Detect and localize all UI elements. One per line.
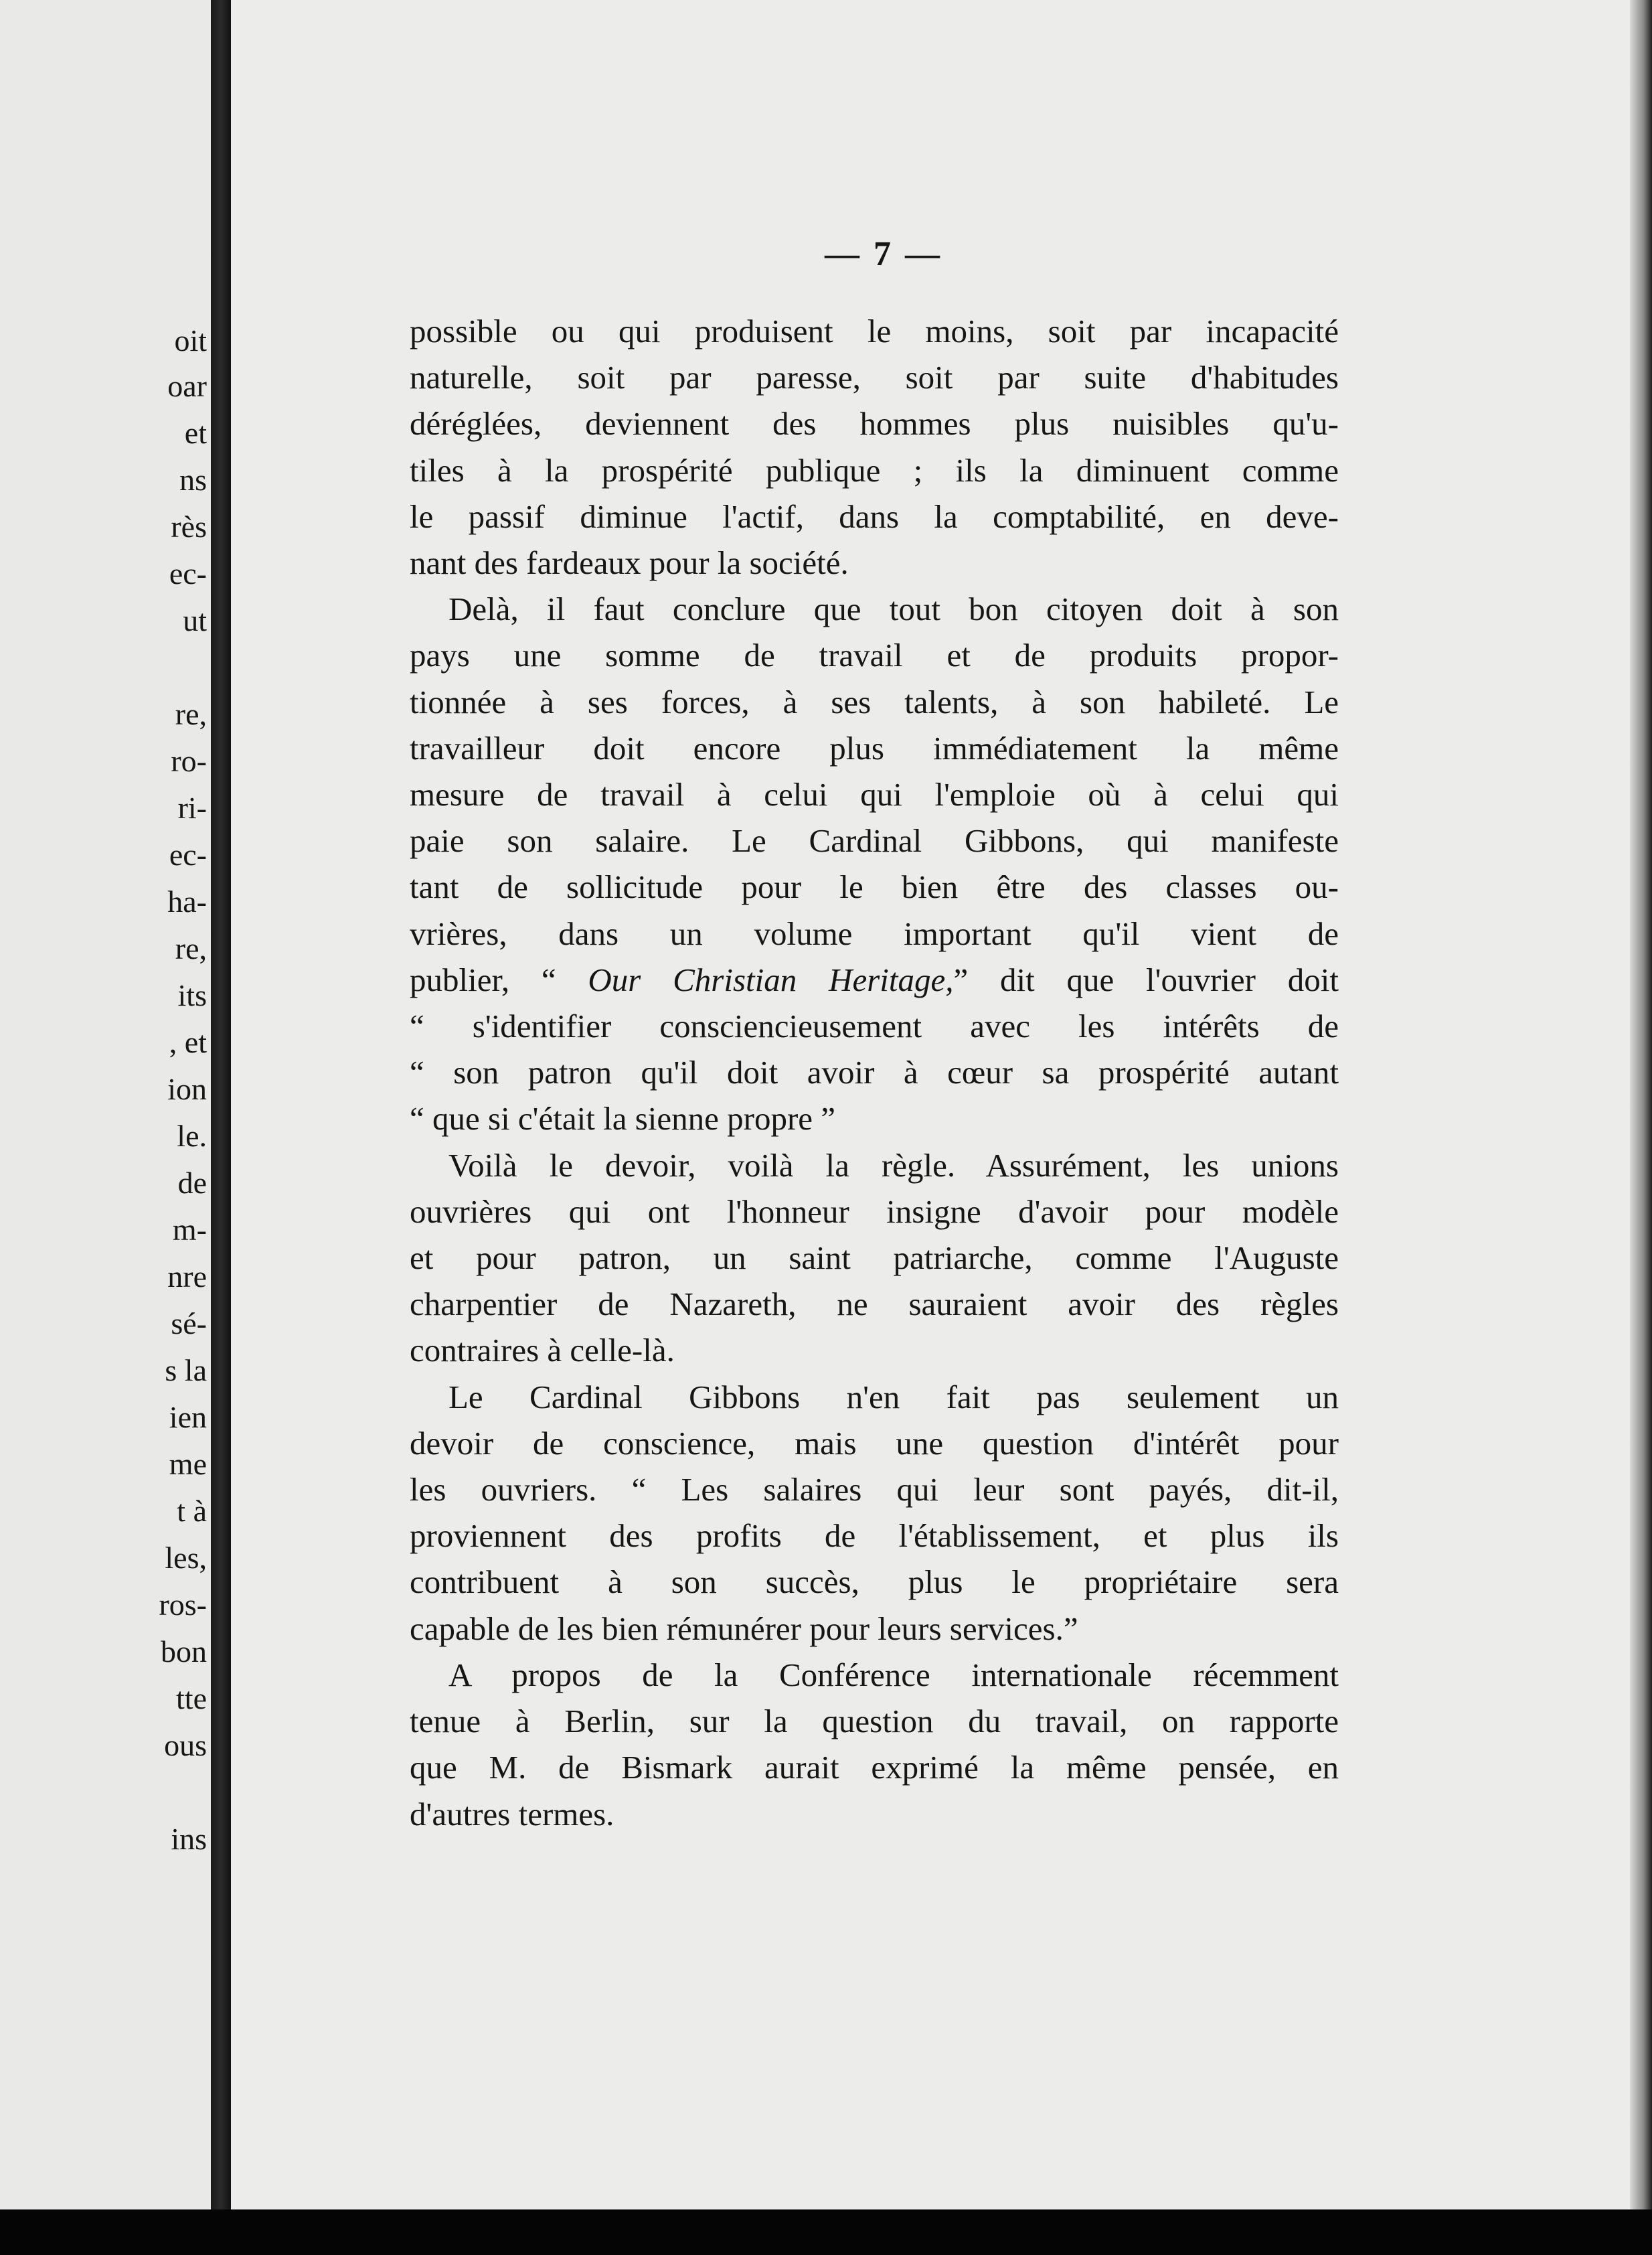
text-line: proviennent des profits de l'établissement, et plus ils	[410, 1517, 1339, 1555]
text-line: travailleur doit encore plus immédiatement la même	[410, 729, 1339, 767]
facing-page-fragment: sé-	[171, 1306, 207, 1340]
text-line: vrières, dans un volume important qu'il vient de	[410, 915, 1339, 952]
text-line: déréglées, deviennent des hommes plus nuisibles qu'u-	[410, 405, 1339, 443]
text-line: “ son patron qu'il doit avoir à cœur sa prospérité autant	[410, 1054, 1339, 1091]
facing-page-fragment: ros-	[159, 1587, 207, 1622]
facing-page-fragment: , et	[169, 1025, 207, 1059]
text-line: ouvrières qui ont l'honneur insigne d'avoir pour modèle	[410, 1192, 1339, 1230]
facing-page-fragment: ec-	[169, 556, 207, 591]
facing-page-fragment: re,	[175, 697, 207, 731]
text-line: “ s'identifier consciencieusement avec les intérêts de	[410, 1008, 1339, 1045]
text-line: charpentier de Nazareth, ne sauraient avoir des règles	[410, 1286, 1339, 1323]
facing-page-fragment: de	[177, 1166, 207, 1200]
paragraph	[410, 1652, 1339, 1837]
facing-page-fragment: ion	[167, 1072, 207, 1106]
text-line: capable de les bien rémunérer pour leurs services.”	[410, 1610, 1078, 1647]
facing-page-fragment: ha-	[167, 884, 207, 919]
facing-page-fragment: ins	[171, 1822, 207, 1856]
paragraph	[410, 586, 1339, 1142]
text-line: d'autres termes.	[410, 1795, 614, 1833]
book-title: Our Christian Heritage,	[588, 961, 954, 998]
facing-page-fragment: tte	[176, 1681, 207, 1715]
facing-page-fragment: ien	[169, 1400, 207, 1434]
text-line: et pour patron, un saint patriarche, comme l'Auguste	[410, 1239, 1339, 1277]
text-line: contraires à celle-là.	[410, 1332, 675, 1369]
facing-page-fragment: le.	[177, 1119, 207, 1153]
text-line: paie son salaire. Le Cardinal Gibbons, qui manifeste	[410, 822, 1339, 860]
text-line: naturelle, soit par paresse, soit par suite d'habitudes	[410, 359, 1339, 396]
facing-page-fragment: ri-	[177, 791, 207, 825]
facing-page-fragment: me	[169, 1447, 207, 1481]
facing-page-fragment: rès	[171, 510, 207, 544]
text-line: mesure de travail à celui qui l'emploie où à celui qui	[410, 776, 1339, 813]
facing-page-fragment: s la	[165, 1353, 207, 1387]
facing-page-fragment: ro-	[171, 744, 207, 778]
text-line: tant de sollicitude pour le bien être des classes ou-	[410, 868, 1339, 906]
text-line-with-book-title	[410, 957, 1339, 1003]
text-line: le passif diminue l'actif, dans la comptabilité, en deve-	[410, 497, 1339, 535]
text-segment: ” dit que l'ouvrier doit	[953, 961, 1339, 998]
text-line: pays une somme de travail et de produits propor-	[410, 637, 1339, 674]
text-line: tiles à la prospérité publique ; ils la diminuent comme	[410, 451, 1339, 489]
book-gutter	[211, 0, 231, 2209]
text-segment: publier, “	[410, 961, 588, 998]
text-line: les ouvriers. “ Les salaires qui leur sont payés, dit-il,	[410, 1471, 1339, 1508]
text-line: Delà, il faut conclure que tout bon citoyen doit à son	[448, 591, 1339, 628]
facing-page-fragment: oit	[174, 323, 207, 358]
facing-page-fragment: nre	[167, 1259, 207, 1294]
page-edge	[1630, 0, 1652, 2209]
scan-border	[0, 2209, 1652, 2255]
page-number: — 7 —	[825, 235, 942, 273]
text-line: “ que si c'était la sienne propre ”	[410, 1100, 836, 1138]
text-line: Voilà le devoir, voilà la règle. Assurément, les unions	[448, 1146, 1339, 1184]
facing-page-fragment: ut	[183, 603, 207, 637]
text-line: devoir de conscience, mais une question d'intérêt pour	[410, 1424, 1339, 1462]
facing-page	[0, 0, 211, 2209]
text-line: A propos de la Conférence internationale récemment	[448, 1656, 1339, 1693]
text-line: que M. de Bismark aurait exprimé la même pensée, en	[410, 1749, 1339, 1786]
facing-page-fragment: ns	[179, 463, 207, 497]
facing-page-fragment: ous	[164, 1728, 207, 1762]
facing-page-fragment: bon	[161, 1634, 207, 1668]
paragraph	[410, 308, 1339, 586]
text-line: possible ou qui produisent le moins, soit par incapacité	[410, 313, 1339, 349]
text-line: Le Cardinal Gibbons n'en fait pas seulement un	[448, 1378, 1339, 1415]
paragraph	[410, 1374, 1339, 1652]
body-text	[410, 308, 1339, 1837]
text-line: tenue à Berlin, sur la question du travail, on rapporte	[410, 1703, 1339, 1740]
facing-page-fragment: les,	[165, 1541, 207, 1575]
text-line: tionnée à ses forces, à ses talents, à son habileté. Le	[410, 683, 1339, 720]
facing-page-fragment: ec-	[169, 838, 207, 872]
facing-page-fragment: oar	[167, 369, 207, 403]
text-line: contribuent à son succès, plus le propriétaire sera	[410, 1563, 1339, 1601]
text-line: nant des fardeaux pour la société.	[410, 544, 849, 582]
facing-page-fragment: its	[177, 978, 207, 1012]
facing-page-fragment: m-	[172, 1213, 207, 1247]
paragraph	[410, 1142, 1339, 1374]
facing-page-fragment: re,	[175, 931, 207, 965]
facing-page-fragment: et	[184, 416, 207, 450]
facing-page-fragment: t à	[177, 1494, 207, 1528]
